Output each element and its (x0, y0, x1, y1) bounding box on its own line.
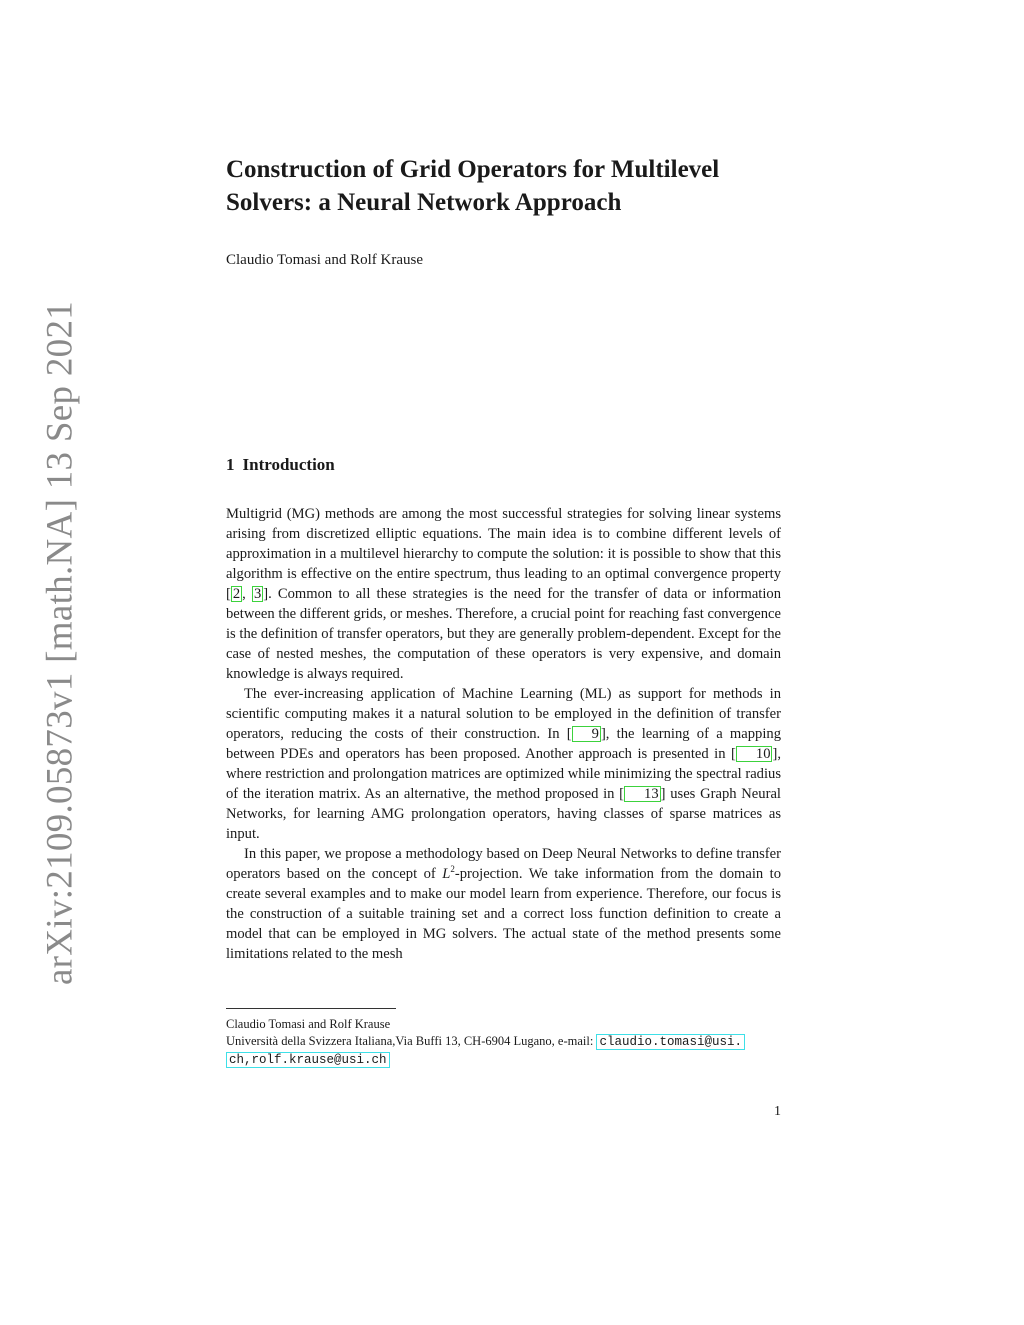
section-number: 1 (226, 455, 235, 474)
arxiv-identifier-stamp: arXiv:2109.05873v1 [math.NA] 13 Sep 2021 (39, 300, 81, 986)
math-symbol-L: L (442, 866, 451, 882)
section-title: Introduction (242, 455, 335, 474)
title-line-2: Solvers: a Neural Network Approach (226, 189, 622, 216)
citation-link-10[interactable]: 10 (736, 746, 773, 762)
citation-link-2[interactable]: 2 (232, 586, 241, 602)
email-link-line-2[interactable]: ch,rolf.krause@usi.ch (226, 1052, 390, 1068)
footnote-divider (226, 1008, 396, 1009)
section-heading-introduction (226, 455, 335, 475)
paper-title (226, 153, 786, 219)
citation-link-3[interactable]: 3 (253, 586, 262, 602)
footnote-affiliation (226, 1033, 786, 1051)
footnote-email-continued (226, 1051, 786, 1069)
paragraph-2-text-b: ], the learning of a mapping between PDEs and operators has been proposed. Another approach is presented in [ (226, 726, 781, 762)
paragraph-3-text-b: -projection. We take information from the domain to create several examples and to make our model learn from experience. Therefore, our focus is the construction of a suitable training set and a correct loss function definition to create a model that can be employed in MG solvers. The actual state of the method presents some limitations related to the mesh (226, 866, 782, 962)
paragraph-3 (226, 844, 781, 964)
paragraph-1-text-b: ]. Common to all these strategies is the need for the transfer of data or information between the different grids, or meshes. Therefore, a crucial point for reaching fast convergence is the definition of transfer operators, but they are generally problem-dependent. Except for the case of nested meshes, the computation of these operators is very expensive, and domain knowledge is always required. (226, 586, 782, 682)
page-number: 1 (774, 1104, 781, 1119)
title-line-1: Construction of Grid Operators for Multilevel (226, 156, 720, 183)
author-list: Claudio Tomasi and Rolf Krause (226, 252, 423, 268)
citation-link-9[interactable]: 9 (572, 726, 601, 742)
email-link-line-1[interactable]: claudio.tomasi@usi. (596, 1034, 745, 1050)
paragraph-2 (226, 684, 781, 844)
paragraph-1 (226, 504, 781, 684)
footnote-affiliation-text: Università della Svizzera Italiana,Via Buffi 13, CH-6904 Lugano, e-mail: (226, 1034, 597, 1048)
paragraph-2-text-a: The ever-increasing application of Machine Learning (ML) as support for methods in scientific computing makes it a natural solution to be employed in the definition of transfer operators, reducing the costs of their construction. In [ (226, 686, 781, 742)
footnote (226, 1016, 786, 1069)
citation-separator: , (242, 586, 252, 602)
introduction-body (226, 504, 781, 964)
paragraph-3-text-a: In this paper, we propose a methodology based on Deep Neural Networks to define transfer operators based on the concept of (226, 846, 781, 882)
footnote-author-names: Claudio Tomasi and Rolf Krause (226, 1017, 391, 1031)
paragraph-2-text-c: ], where restriction and prolongation matrices are optimized while minimizing the spectral radius of the iteration matrix. As an alternative, the method proposed in [ (226, 746, 781, 802)
math-superscript-2: 2 (450, 864, 455, 875)
citation-link-13[interactable]: 13 (624, 786, 661, 802)
paragraph-2-text-d: ] uses Graph Neural Networks, for learning AMG prolongation operators, having classes of sparse matrices as input. (226, 786, 781, 842)
paragraph-1-text-a: Multigrid (MG) methods are among the most successful strategies for solving linear systems arising from discretized elliptic equations. The main idea is to combine different levels of approximation in a multilevel hierarchy to compute the solution: it is possible to show that this algorithm is effective on the entire spectrum, thus leading to an optimal convergence property [ (226, 506, 781, 602)
